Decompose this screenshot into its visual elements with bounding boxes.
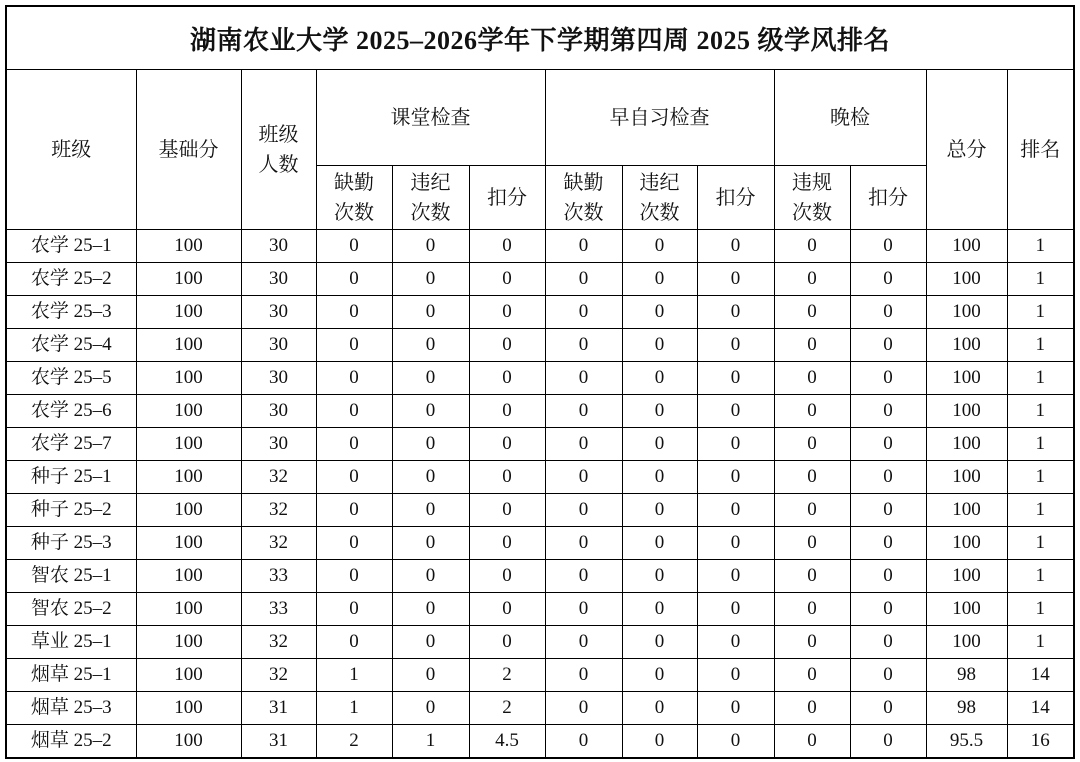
cell-morning-absent: 0 [545,329,622,362]
cell-class-size: 30 [241,395,316,428]
cell-classroom-deduction: 0 [469,263,545,296]
cell-rank: 1 [1007,362,1074,395]
cell-rank: 1 [1007,395,1074,428]
cell-classroom-absent: 0 [316,395,392,428]
cell-classroom-violation: 0 [392,230,469,263]
cell-rank: 1 [1007,461,1074,494]
cell-evening-deduction: 0 [850,263,926,296]
cell-rank: 1 [1007,428,1074,461]
header-class: 班级 [6,70,136,230]
cell-total: 100 [926,626,1007,659]
cell-evening-violation: 0 [774,560,850,593]
cell-evening-violation: 0 [774,593,850,626]
cell-classroom-deduction: 0 [469,395,545,428]
cell-rank: 14 [1007,692,1074,725]
cell-classroom-deduction: 4.5 [469,725,545,759]
cell-evening-deduction: 0 [850,560,926,593]
header-classroom-check: 课堂检查 [316,70,545,166]
cell-classroom-violation: 0 [392,461,469,494]
cell-class-size: 31 [241,692,316,725]
cell-morning-absent: 0 [545,263,622,296]
cell-morning-absent: 0 [545,527,622,560]
cell-class: 农学 25–1 [6,230,136,263]
header-evening-deduction: 扣分 [850,166,926,230]
header-rank: 排名 [1007,70,1074,230]
cell-evening-violation: 0 [774,494,850,527]
ranking-table [5,5,1075,759]
cell-class: 农学 25–3 [6,296,136,329]
cell-morning-deduction: 0 [697,659,774,692]
cell-morning-absent: 0 [545,593,622,626]
title-row [6,6,1074,70]
cell-evening-violation: 0 [774,527,850,560]
cell-morning-violation: 0 [622,560,697,593]
cell-total: 100 [926,263,1007,296]
cell-class: 农学 25–2 [6,263,136,296]
cell-classroom-violation: 0 [392,362,469,395]
cell-total: 98 [926,692,1007,725]
cell-total: 100 [926,560,1007,593]
header-classroom-absent: 缺勤 次数 [316,166,392,230]
cell-evening-deduction: 0 [850,692,926,725]
cell-classroom-deduction: 0 [469,494,545,527]
cell-evening-deduction: 0 [850,659,926,692]
cell-morning-absent: 0 [545,626,622,659]
cell-evening-violation: 0 [774,329,850,362]
cell-evening-violation: 0 [774,395,850,428]
cell-base-score: 100 [136,296,241,329]
cell-class-size: 33 [241,593,316,626]
cell-total: 100 [926,428,1007,461]
table-row [6,329,1074,362]
cell-total: 100 [926,329,1007,362]
cell-evening-deduction: 0 [850,230,926,263]
cell-evening-violation: 0 [774,296,850,329]
cell-base-score: 100 [136,461,241,494]
cell-morning-deduction: 0 [697,527,774,560]
cell-evening-violation: 0 [774,692,850,725]
cell-classroom-absent: 0 [316,593,392,626]
cell-total: 100 [926,296,1007,329]
table-row [6,296,1074,329]
cell-morning-deduction: 0 [697,362,774,395]
table-row [6,428,1074,461]
cell-total: 100 [926,593,1007,626]
cell-evening-deduction: 0 [850,725,926,759]
cell-classroom-absent: 1 [316,659,392,692]
cell-class-size: 30 [241,263,316,296]
cell-morning-absent: 0 [545,560,622,593]
cell-morning-violation: 0 [622,692,697,725]
cell-class-size: 33 [241,560,316,593]
cell-morning-absent: 0 [545,659,622,692]
cell-classroom-violation: 0 [392,692,469,725]
cell-class-size: 30 [241,296,316,329]
cell-rank: 1 [1007,494,1074,527]
cell-morning-deduction: 0 [697,560,774,593]
cell-class-size: 32 [241,461,316,494]
cell-morning-deduction: 0 [697,692,774,725]
table-row [6,230,1074,263]
cell-rank: 1 [1007,527,1074,560]
table-row [6,725,1074,759]
cell-class: 草业 25–1 [6,626,136,659]
cell-class-size: 30 [241,230,316,263]
cell-morning-violation: 0 [622,527,697,560]
cell-morning-deduction: 0 [697,230,774,263]
cell-base-score: 100 [136,362,241,395]
cell-base-score: 100 [136,692,241,725]
header-classroom-violation: 违纪 次数 [392,166,469,230]
cell-classroom-absent: 0 [316,428,392,461]
cell-rank: 1 [1007,626,1074,659]
header-morning-check: 早自习检查 [545,70,774,166]
cell-evening-deduction: 0 [850,428,926,461]
header-total: 总分 [926,70,1007,230]
cell-morning-absent: 0 [545,494,622,527]
cell-morning-deduction: 0 [697,428,774,461]
cell-morning-violation: 0 [622,659,697,692]
table-row [6,659,1074,692]
header-evening-check: 晚检 [774,70,926,166]
cell-classroom-violation: 0 [392,527,469,560]
cell-class: 智农 25–2 [6,593,136,626]
cell-class-size: 30 [241,362,316,395]
table-title: 湖南农业大学 2025–2026学年下学期第四周 2025 级学风排名 [6,6,1074,70]
cell-morning-deduction: 0 [697,263,774,296]
cell-evening-deduction: 0 [850,593,926,626]
cell-classroom-deduction: 0 [469,593,545,626]
cell-class-size: 30 [241,428,316,461]
cell-class-size: 31 [241,725,316,759]
cell-classroom-violation: 0 [392,560,469,593]
cell-rank: 1 [1007,329,1074,362]
header-row-groups [6,70,1074,166]
cell-rank: 1 [1007,263,1074,296]
cell-base-score: 100 [136,230,241,263]
cell-rank: 1 [1007,296,1074,329]
cell-classroom-absent: 2 [316,725,392,759]
cell-total: 100 [926,395,1007,428]
cell-classroom-deduction: 0 [469,527,545,560]
cell-morning-absent: 0 [545,230,622,263]
cell-classroom-violation: 0 [392,329,469,362]
cell-morning-absent: 0 [545,725,622,759]
cell-morning-absent: 0 [545,428,622,461]
cell-class: 烟草 25–3 [6,692,136,725]
cell-evening-deduction: 0 [850,362,926,395]
cell-total: 100 [926,494,1007,527]
cell-classroom-violation: 0 [392,659,469,692]
cell-base-score: 100 [136,560,241,593]
cell-evening-violation: 0 [774,725,850,759]
cell-class: 烟草 25–2 [6,725,136,759]
cell-morning-violation: 0 [622,428,697,461]
cell-classroom-violation: 1 [392,725,469,759]
cell-classroom-violation: 0 [392,296,469,329]
cell-rank: 1 [1007,230,1074,263]
table-row [6,395,1074,428]
cell-classroom-violation: 0 [392,494,469,527]
cell-classroom-deduction: 0 [469,560,545,593]
cell-morning-violation: 0 [622,329,697,362]
cell-classroom-deduction: 2 [469,659,545,692]
cell-morning-absent: 0 [545,296,622,329]
cell-rank: 1 [1007,560,1074,593]
cell-evening-deduction: 0 [850,626,926,659]
cell-morning-deduction: 0 [697,296,774,329]
cell-classroom-absent: 0 [316,626,392,659]
table-body [6,230,1074,759]
cell-class-size: 32 [241,626,316,659]
table-row [6,692,1074,725]
cell-evening-violation: 0 [774,461,850,494]
cell-classroom-violation: 0 [392,626,469,659]
cell-evening-deduction: 0 [850,329,926,362]
cell-base-score: 100 [136,494,241,527]
cell-evening-violation: 0 [774,428,850,461]
cell-evening-violation: 0 [774,659,850,692]
table-row [6,461,1074,494]
cell-morning-deduction: 0 [697,593,774,626]
table-row [6,560,1074,593]
cell-base-score: 100 [136,593,241,626]
cell-morning-absent: 0 [545,395,622,428]
cell-morning-deduction: 0 [697,725,774,759]
cell-evening-violation: 0 [774,362,850,395]
cell-class-size: 30 [241,329,316,362]
cell-morning-violation: 0 [622,395,697,428]
cell-classroom-absent: 0 [316,296,392,329]
cell-class: 农学 25–6 [6,395,136,428]
cell-classroom-violation: 0 [392,428,469,461]
cell-base-score: 100 [136,428,241,461]
cell-classroom-absent: 0 [316,329,392,362]
cell-classroom-deduction: 0 [469,626,545,659]
cell-morning-violation: 0 [622,494,697,527]
header-classroom-deduction: 扣分 [469,166,545,230]
cell-total: 100 [926,527,1007,560]
cell-morning-violation: 0 [622,626,697,659]
cell-evening-violation: 0 [774,230,850,263]
cell-class: 农学 25–4 [6,329,136,362]
cell-classroom-absent: 0 [316,230,392,263]
cell-class-size: 32 [241,494,316,527]
header-morning-absent: 缺勤 次数 [545,166,622,230]
cell-classroom-absent: 0 [316,527,392,560]
cell-base-score: 100 [136,263,241,296]
table-row [6,626,1074,659]
cell-total: 100 [926,362,1007,395]
cell-morning-violation: 0 [622,461,697,494]
cell-class: 种子 25–1 [6,461,136,494]
cell-classroom-deduction: 0 [469,461,545,494]
cell-classroom-deduction: 0 [469,296,545,329]
cell-morning-deduction: 0 [697,626,774,659]
cell-classroom-absent: 0 [316,494,392,527]
cell-classroom-deduction: 0 [469,428,545,461]
cell-morning-violation: 0 [622,593,697,626]
cell-evening-deduction: 0 [850,527,926,560]
cell-total: 100 [926,461,1007,494]
cell-classroom-violation: 0 [392,395,469,428]
cell-evening-deduction: 0 [850,296,926,329]
header-morning-violation: 违纪 次数 [622,166,697,230]
cell-classroom-absent: 0 [316,560,392,593]
cell-total: 98 [926,659,1007,692]
cell-morning-violation: 0 [622,296,697,329]
cell-evening-violation: 0 [774,626,850,659]
cell-base-score: 100 [136,395,241,428]
cell-base-score: 100 [136,527,241,560]
cell-morning-violation: 0 [622,725,697,759]
table-row [6,362,1074,395]
cell-morning-absent: 0 [545,692,622,725]
table-row [6,263,1074,296]
cell-evening-deduction: 0 [850,494,926,527]
cell-class: 农学 25–5 [6,362,136,395]
cell-base-score: 100 [136,626,241,659]
header-base-score: 基础分 [136,70,241,230]
header-class-size: 班级 人数 [241,70,316,230]
cell-morning-absent: 0 [545,461,622,494]
cell-classroom-deduction: 0 [469,230,545,263]
cell-classroom-deduction: 0 [469,362,545,395]
cell-morning-violation: 0 [622,230,697,263]
cell-evening-violation: 0 [774,263,850,296]
cell-rank: 1 [1007,593,1074,626]
cell-evening-deduction: 0 [850,461,926,494]
cell-rank: 16 [1007,725,1074,759]
cell-classroom-absent: 0 [316,263,392,296]
cell-morning-deduction: 0 [697,461,774,494]
cell-morning-deduction: 0 [697,494,774,527]
cell-classroom-deduction: 0 [469,329,545,362]
cell-morning-violation: 0 [622,263,697,296]
cell-base-score: 100 [136,659,241,692]
cell-classroom-absent: 0 [316,362,392,395]
cell-classroom-absent: 0 [316,461,392,494]
cell-class: 烟草 25–1 [6,659,136,692]
cell-class: 种子 25–3 [6,527,136,560]
cell-class: 农学 25–7 [6,428,136,461]
cell-base-score: 100 [136,329,241,362]
cell-rank: 14 [1007,659,1074,692]
cell-morning-deduction: 0 [697,395,774,428]
cell-class-size: 32 [241,527,316,560]
cell-class-size: 32 [241,659,316,692]
cell-evening-deduction: 0 [850,395,926,428]
table-row [6,593,1074,626]
cell-total: 100 [926,230,1007,263]
table-row [6,527,1074,560]
cell-classroom-violation: 0 [392,593,469,626]
cell-base-score: 100 [136,725,241,759]
cell-morning-absent: 0 [545,362,622,395]
table-row [6,494,1074,527]
cell-classroom-violation: 0 [392,263,469,296]
cell-classroom-absent: 1 [316,692,392,725]
header-morning-deduction: 扣分 [697,166,774,230]
cell-class: 种子 25–2 [6,494,136,527]
cell-morning-deduction: 0 [697,329,774,362]
cell-class: 智农 25–1 [6,560,136,593]
header-evening-violation: 违规 次数 [774,166,850,230]
cell-morning-violation: 0 [622,362,697,395]
cell-total: 95.5 [926,725,1007,759]
cell-classroom-deduction: 2 [469,692,545,725]
